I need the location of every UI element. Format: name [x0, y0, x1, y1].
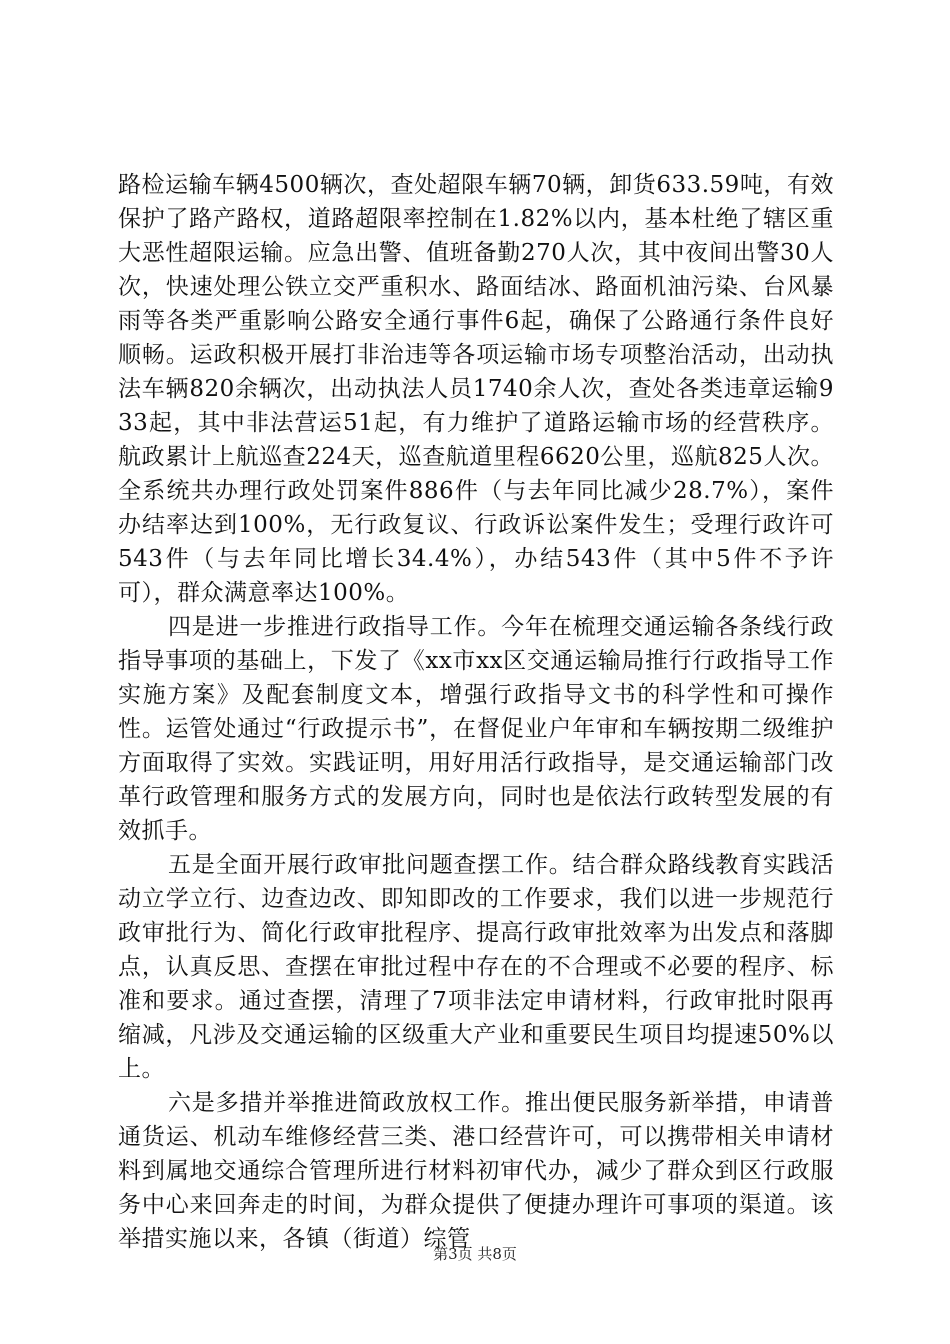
document-body: [118, 168, 834, 1256]
paragraph-administrative-guidance: 四是进一步推进行政指导工作。今年在梳理交通运输各条线行政指导事项的基础上，下发了《xx市xx区交通运输局推行行政指导工作实施方案》及配套制度文本，增强行政指导文书的科学性和可操作性。运管处通过“行政提示书”，在督促业户年审和车辆按期二级维护方面取得了实效。实践证明，用好用活行政指导，是交通运输部门改革行政管理和服务方式的发展方向，同时也是依法行政转型发展的有效抓手。: [118, 614, 834, 844]
paragraph-decentralization: 六是多措并举推进简政放权工作。推出便民服务新举措，申请普通货运、机动车维修经营三类、港口经营许可，可以携带相关申请材料到属地交通综合管理所进行材料初审代办，减少了群众到区行政服务中心来回奔走的时间，为群众提供了便捷办理许可事项的渠道。该举措实施以来，各镇（街道）综管: [118, 1090, 834, 1252]
paragraph-approval-review: 五是全面开展行政审批问题查摆工作。结合群众路线教育实践活动立学立行、边查边改、即知即改的工作要求，我们以进一步规范行政审批行为、简化行政审批程序、提高行政审批效率为出发点和落脚点，认真反思、查摆在审批过程中存在的不合理或不必要的程序、标准和要求。通过查摆，清理了7项非法定申请材料，行政审批时限再缩减，凡涉及交通运输的区级重大产业和重要民生项目均提速50%以上。: [118, 852, 834, 1082]
paragraph-continued: 路检运输车辆4500辆次，查处超限车辆70辆，卸货633.59吨，有效保护了路产路权，道路超限率控制在1.82%以内，基本杜绝了辖区重大恶性超限运输。应急出警、值班备勤270人次，其中夜间出警30人次，快速处理公铁立交严重积水、路面结冰、路面机油污染、台风暴雨等各类严重影响公路安全通行事件6起，确保了公路通行条件良好顺畅。运政积极开展打非治违等各项运输市场专项整治活动，出动执法车辆820余辆次，出动执法人员1740余人次，查处各类违章运输933起，其中非法营运51起，有力维护了道路运输市场的经营秩序。航政累计上航巡查224天，巡查航道里程6620公里，巡航825人次。全系统共办理行政处罚案件886件（与去年同比减少28.7%），案件办结率达到100%，无行政复议、行政诉讼案件发生；受理行政许可543件（与去年同比增长34.4%），办结543件（其中5件不予许可），群众满意率达100%。: [118, 172, 834, 606]
page-number-footer: 第3页 共8页: [433, 1245, 517, 1263]
